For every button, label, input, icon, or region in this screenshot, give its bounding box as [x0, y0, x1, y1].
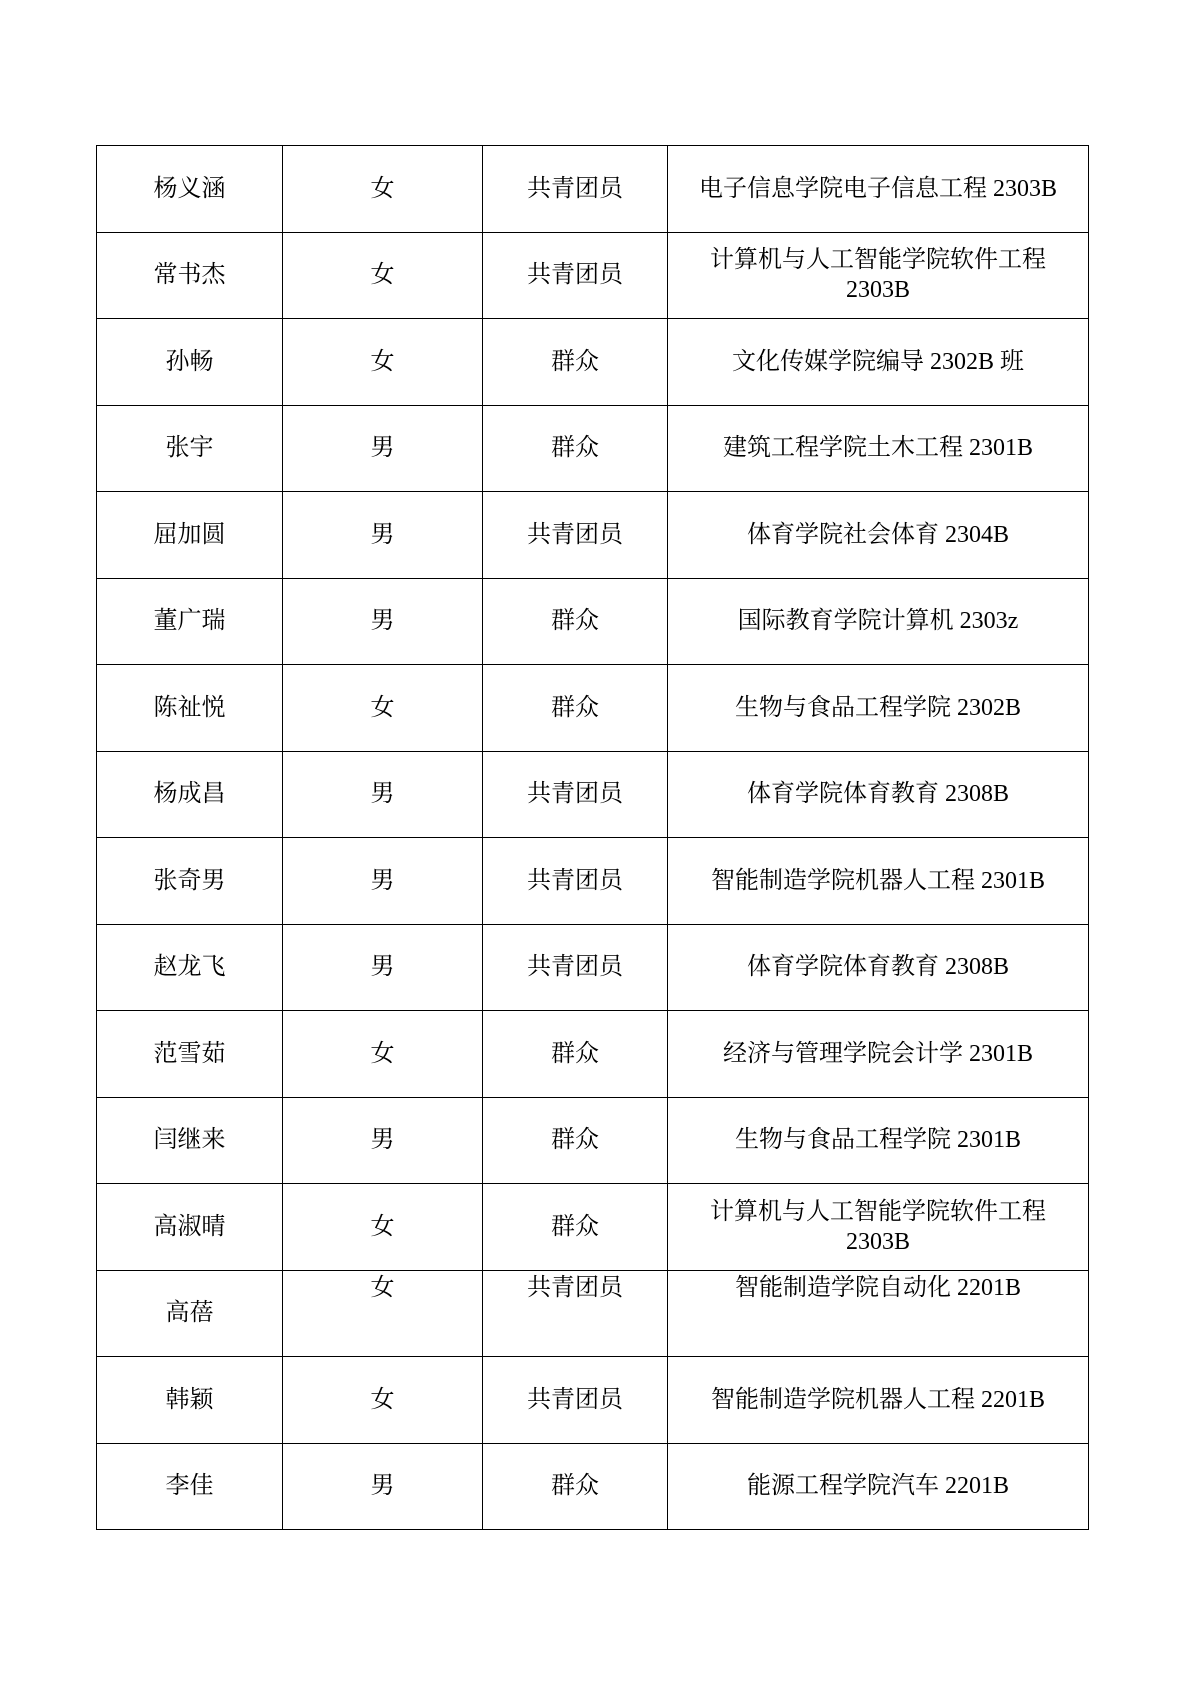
table-row — [97, 319, 1089, 406]
name-cell: 赵龙飞 — [97, 924, 283, 1011]
name-cell: 张宇 — [97, 405, 283, 492]
class-cell: 计算机与人工智能学院软件工程 2303B — [668, 1184, 1089, 1271]
table-row — [97, 232, 1089, 319]
class-cell: 能源工程学院汽车 2201B — [668, 1443, 1089, 1530]
name-cell: 高淑晴 — [97, 1184, 283, 1271]
class-cell: 国际教育学院计算机 2303z — [668, 578, 1089, 665]
political-status-cell: 共青团员 — [483, 492, 668, 579]
member-table-body — [97, 146, 1089, 1530]
table-row — [97, 1184, 1089, 1271]
gender-cell: 男 — [283, 1443, 483, 1530]
table-row — [97, 578, 1089, 665]
political-status-cell: 共青团员 — [483, 751, 668, 838]
political-status-cell: 共青团员 — [483, 838, 668, 925]
gender-cell: 女 — [283, 1011, 483, 1098]
table-row — [97, 751, 1089, 838]
political-status-cell: 群众 — [483, 319, 668, 406]
name-cell: 韩颖 — [97, 1357, 283, 1444]
gender-cell: 女 — [283, 1270, 483, 1357]
member-table — [96, 145, 1089, 1530]
table-row — [97, 1097, 1089, 1184]
table-row — [97, 1357, 1089, 1444]
political-status-cell: 共青团员 — [483, 924, 668, 1011]
name-cell: 高蓓 — [97, 1270, 283, 1357]
name-cell: 屈加圆 — [97, 492, 283, 579]
gender-cell: 女 — [283, 1357, 483, 1444]
table-row — [97, 924, 1089, 1011]
name-cell: 范雪茹 — [97, 1011, 283, 1098]
name-cell: 陈祉悦 — [97, 665, 283, 752]
table-row — [97, 838, 1089, 925]
gender-cell: 男 — [283, 405, 483, 492]
name-cell: 李佳 — [97, 1443, 283, 1530]
document-page — [96, 145, 1088, 1530]
political-status-cell: 共青团员 — [483, 1270, 668, 1357]
gender-cell: 女 — [283, 146, 483, 233]
class-cell: 生物与食品工程学院 2301B — [668, 1097, 1089, 1184]
gender-cell: 女 — [283, 232, 483, 319]
gender-cell: 男 — [283, 751, 483, 838]
political-status-cell: 群众 — [483, 1011, 668, 1098]
political-status-cell: 群众 — [483, 1097, 668, 1184]
gender-cell: 男 — [283, 1097, 483, 1184]
political-status-cell: 共青团员 — [483, 146, 668, 233]
political-status-cell: 群众 — [483, 665, 668, 752]
name-cell: 张奇男 — [97, 838, 283, 925]
political-status-cell: 共青团员 — [483, 232, 668, 319]
class-cell: 智能制造学院自动化 2201B — [668, 1270, 1089, 1357]
class-cell: 体育学院体育教育 2308B — [668, 924, 1089, 1011]
class-cell: 智能制造学院机器人工程 2301B — [668, 838, 1089, 925]
table-row — [97, 492, 1089, 579]
gender-cell: 男 — [283, 492, 483, 579]
political-status-cell: 群众 — [483, 405, 668, 492]
table-row — [97, 665, 1089, 752]
class-cell: 体育学院社会体育 2304B — [668, 492, 1089, 579]
class-cell: 建筑工程学院土木工程 2301B — [668, 405, 1089, 492]
political-status-cell: 共青团员 — [483, 1357, 668, 1444]
table-row — [97, 146, 1089, 233]
class-cell: 生物与食品工程学院 2302B — [668, 665, 1089, 752]
name-cell: 孙畅 — [97, 319, 283, 406]
table-row — [97, 405, 1089, 492]
gender-cell: 女 — [283, 1184, 483, 1271]
class-cell: 经济与管理学院会计学 2301B — [668, 1011, 1089, 1098]
table-row — [97, 1443, 1089, 1530]
class-cell: 电子信息学院电子信息工程 2303B — [668, 146, 1089, 233]
name-cell: 闫继来 — [97, 1097, 283, 1184]
name-cell: 杨义涵 — [97, 146, 283, 233]
name-cell: 常书杰 — [97, 232, 283, 319]
name-cell: 董广瑞 — [97, 578, 283, 665]
gender-cell: 女 — [283, 319, 483, 406]
political-status-cell: 群众 — [483, 1443, 668, 1530]
political-status-cell: 群众 — [483, 578, 668, 665]
gender-cell: 男 — [283, 924, 483, 1011]
gender-cell: 男 — [283, 578, 483, 665]
name-cell: 杨成昌 — [97, 751, 283, 838]
gender-cell: 男 — [283, 838, 483, 925]
class-cell: 体育学院体育教育 2308B — [668, 751, 1089, 838]
class-cell: 计算机与人工智能学院软件工程 2303B — [668, 232, 1089, 319]
class-cell: 智能制造学院机器人工程 2201B — [668, 1357, 1089, 1444]
gender-cell: 女 — [283, 665, 483, 752]
political-status-cell: 群众 — [483, 1184, 668, 1271]
table-row — [97, 1011, 1089, 1098]
table-row — [97, 1270, 1089, 1357]
class-cell: 文化传媒学院编导 2302B 班 — [668, 319, 1089, 406]
